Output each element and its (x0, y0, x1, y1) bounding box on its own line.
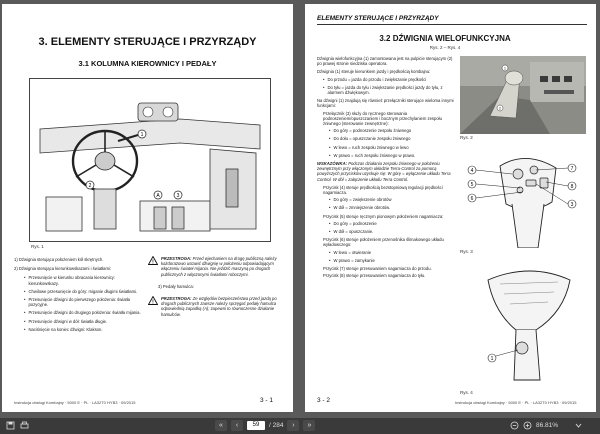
caution-label: PRZESTROGA: (161, 256, 192, 261)
caution-box (148, 296, 282, 317)
cab-photo (460, 56, 586, 134)
list-item: • Przesunięcie dźwigni do pierwszego położenia: światła pozycyjne. (24, 297, 130, 308)
cab-photo-image (460, 56, 586, 134)
zoom-level[interactable]: 86.81% (536, 422, 559, 429)
figure-range-caption: Rys. 2 – Rys. 4 (429, 45, 461, 50)
total-pages: / 284 (269, 422, 284, 429)
paragraph: Przycisk (5) steruje ręcznym pionowym położeniem nagarniacza: (323, 213, 444, 219)
warning-triangle-icon (148, 256, 158, 265)
bullet-list (323, 221, 457, 234)
steering-column-figure (29, 78, 271, 242)
text-column (317, 56, 457, 279)
callout-label: 8 (570, 184, 574, 190)
svg-text:1: 1 (140, 132, 144, 138)
list-item: • Przesunięcie w kierunku obracania kierownicy: kierunkowskazy. (24, 275, 116, 286)
paragraph: Przełącznik (3) służy do ręcznego sterowania podnoszeniem/opuszczaniem i bocznym przechylaniem zespołu żniwnego (sterowanie zewnętrzne): (323, 110, 442, 127)
svg-text:!: ! (152, 299, 154, 306)
list-item: • Do góry = podnoszenie (329, 220, 377, 226)
next-page-button[interactable]: › (287, 420, 299, 431)
item-brake-pedals: 3) Pedały hamulca: (158, 283, 194, 289)
print-icon[interactable] (20, 421, 29, 430)
figure-caption: Rys. 4 (460, 390, 473, 395)
left-column (14, 257, 144, 335)
page-number: 3 - 1 (260, 397, 274, 404)
paragraph: Przycisk (6) steruje położeniem przenośnika ślimakowego układu wyładowczego: (323, 237, 444, 248)
paragraph: Dźwignia (1) steruje kierunkiem jazdy i prędkością kombajnu: (317, 69, 431, 75)
figure-caption: Rys. 1 (31, 244, 44, 249)
callout-label: 1 (490, 356, 494, 362)
first-page-button[interactable]: « (215, 420, 227, 431)
zoom-out-icon[interactable] (510, 421, 519, 430)
list-item: • W prawo = zamykanie (329, 257, 375, 263)
callout-label: 5 (470, 182, 474, 188)
list-item: • Do góry = zwiększenie obrotów (329, 197, 392, 203)
caution-box (148, 256, 282, 277)
note-label: WSKAZÓWKA: (317, 161, 348, 167)
paragraph: Na dźwigni (1) znajdują się również przełączniki sterujące wieloma innymi funkcjami: (317, 98, 454, 109)
list-item: • Do przodu = jazda do przodu i zwiększanie prędkości (323, 76, 427, 82)
callout-label: 7 (570, 166, 574, 172)
previous-page-button[interactable]: ‹ (231, 420, 243, 431)
list-item: 1) Dźwignia sterująca położeniem kół skrętnych. (14, 257, 104, 262)
paragraph: Przycisk (7) steruje przesuwaniem nagarniacza do przodu. (323, 266, 432, 272)
steering-column-drawing (30, 79, 270, 241)
viewer-toolbar (0, 418, 600, 434)
section-title: 3.1 KOLUMNA KIEROWNICY I PEDAŁY (78, 59, 217, 68)
paragraph: Przycisk (8) steruje przesuwaniem nagarniacza do tyłu. (323, 273, 426, 279)
svg-text:2: 2 (88, 183, 92, 189)
svg-text:1: 1 (504, 66, 506, 71)
list-item: • Do dołu = opuszczanie zespołu żniwnego (329, 136, 411, 142)
figure-caption: Rys. 3 (460, 249, 473, 254)
page-number-input[interactable]: 59 (247, 421, 265, 430)
callout-label: 6 (470, 196, 474, 202)
joystick-side-drawing (460, 260, 586, 388)
chevron-down-icon[interactable] (574, 421, 583, 430)
page-number: 3 - 2 (317, 397, 331, 404)
bullet-list (317, 77, 457, 96)
svg-text:2: 2 (499, 106, 501, 111)
bullet-list (14, 275, 144, 332)
caution-text: Ze względów bezpieczeństwa przed jazdą po drogach publicznych zawsze należy sprzęgać pedały hamulca odpowiednią zapadką (A); zapewni to równoczesne działanie hamulców. (161, 296, 277, 317)
save-icon[interactable] (6, 421, 15, 430)
left-page (2, 4, 293, 412)
bullet-list (323, 128, 457, 158)
list-item: • Przesunięcie dźwigni do drugiego położenia: światła mijania. (24, 310, 141, 316)
callout-label: 4 (470, 168, 474, 174)
figure-caption: Rys. 2 (460, 135, 473, 140)
page-footer: Instrukcja obsługi Kombajny · 5000 E · PL · LA32T0 HYB3 · 09/2015 (455, 400, 577, 405)
note-text: Podczas działania zespołu żniwnego w położeniu zewnętrznym przy włączonym układzie Terra-Control za pomocą powyższych przycisków uzyskuje się: W górę = wyłączenie układu Terra Control. W dół = załączenie układu Terra Control. (317, 161, 451, 182)
joystick-buttons-drawing (460, 146, 586, 248)
right-page (305, 4, 596, 412)
page-navigation (215, 420, 315, 431)
joystick-buttons-figure (460, 146, 586, 248)
paragraph: Przycisk (4) steruje prędkością bezstopniową regulacji prędkości nagarniacza. (323, 184, 443, 196)
list-item: • W dół = zmniejszenie obrotów. (329, 205, 391, 211)
chapter-title: 3. ELEMENTY STERUJĄCE I PRZYRZĄDY (38, 36, 257, 48)
list-item: • Do tyłu = jazda do tyłu i zwiększanie prędkości jazdy do tyłu, z alarmem dźwiękowym. (323, 84, 443, 96)
caution-text: Przed wjechaniem na drogę publiczną należy każdorazowo ustawić dźwignię w położeniu odpowiadającym włączeniu świateł mijania. Nie jeździć maszyną po drogach publicznych z włączonymi światłami roboczymi. (161, 256, 277, 277)
right-column (148, 256, 282, 317)
list-item: • W lewo = otwieranie (329, 249, 372, 255)
list-item: • Naciśnięcie na koniec dźwigni: Klakson. (24, 326, 103, 332)
last-page-button[interactable]: » (303, 420, 315, 431)
joystick-side-figure (460, 260, 586, 388)
bullet-list (323, 197, 457, 210)
list-item: • W lewo = ruch zespołu żniwnego w lewo (329, 144, 409, 150)
zoom-in-icon[interactable] (523, 421, 532, 430)
list-item: • W dół = opuszczanie. (329, 229, 374, 235)
bullet-list (323, 250, 457, 263)
callout-label: 3 (570, 202, 574, 208)
list-item: • Chwilowe przesunięcie do góry: miganie długimi światłami. (24, 288, 138, 294)
list-item: • W prawo = ruch zespołu żniwnego w prawo. (329, 152, 416, 158)
list-item: 2) Dźwignia sterująca kierunkowskazami i światłami: (14, 266, 112, 272)
page-footer: Instrukcja obsługi Kombajny · 5000 E · PL · LA32T0 HYB3 · 09/2015 (14, 400, 136, 405)
svg-text:A: A (156, 193, 160, 199)
warning-triangle-icon (148, 296, 158, 305)
list-item: • Przesunięcie dźwigni w dół: światła długie. (24, 318, 108, 324)
caution-label: PRZESTROGA: (161, 296, 192, 302)
running-header: ELEMENTY STERUJĄCE I PRZYRZĄDY (317, 15, 587, 25)
svg-text:!: ! (152, 259, 154, 265)
list-item: • Do góry = podnoszenie zespołu żniwnego (329, 128, 412, 134)
paragraph: Dźwignia wielofunkcyjna (1) zamontowana jest na pulpicie sterującym (2) po prawej stronie siedziska operatora. (317, 56, 453, 67)
svg-text:3: 3 (176, 193, 180, 199)
section-title: 3.2 DŹWIGNIA WIELOFUNKCYJNA (379, 34, 511, 43)
